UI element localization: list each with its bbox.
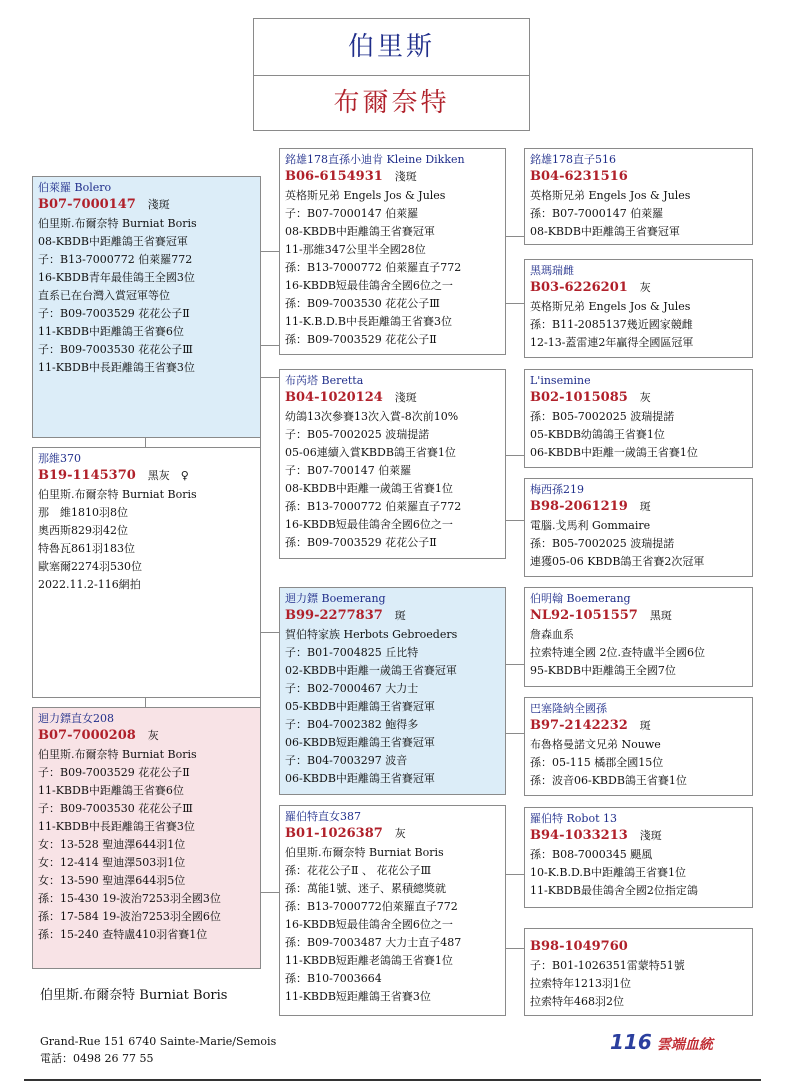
pigeon-details bbox=[530, 298, 752, 352]
detail-line: 英格斯兄弟 Engels Jos & Jules bbox=[530, 189, 691, 202]
detail-line: 布魯格曼諾文兄弟 Nouwe bbox=[530, 738, 661, 751]
ring-number: B19-1145370 黑灰 ♀ bbox=[38, 468, 189, 483]
detail-line: 孫：萬能1號、迷子、累積總獎就 bbox=[285, 882, 446, 895]
detail-line: 子：B02-7000467 大力士 bbox=[285, 682, 419, 695]
detail-line: 05-KBDB中距離鴿王省賽冠軍 bbox=[285, 700, 435, 713]
plumage-color: 淺斑 bbox=[639, 829, 662, 842]
ring-number: B99-2277837 斑 bbox=[285, 608, 406, 623]
breeder-signature: 伯里斯.布爾奈特 Burniat Boris bbox=[40, 988, 228, 1003]
ring-number: B98-1049760 bbox=[530, 939, 628, 954]
ring-number: B94-1033213 淺斑 bbox=[530, 828, 662, 843]
detail-line: 伯里斯.布爾奈特 Burniat Boris bbox=[285, 846, 444, 859]
connector-line bbox=[260, 345, 279, 346]
detail-line: 孫：波音06-KBDB鴿王省賽1位 bbox=[530, 774, 687, 787]
plumage-color: 灰 bbox=[639, 391, 651, 404]
pigeon-name: L'insemine bbox=[530, 374, 591, 387]
pigeon-details bbox=[530, 187, 752, 241]
pigeon-details bbox=[285, 626, 505, 788]
detail-line: 08-KBDB中距離鴿王省賽冠軍 bbox=[285, 225, 435, 238]
detail-line: 拉索特年468羽2位 bbox=[530, 995, 624, 1008]
ring-number: B06-6154931 淺斑 bbox=[285, 169, 417, 184]
connector-line bbox=[260, 377, 279, 378]
ring-number: NL92-1051557 黑斑 bbox=[530, 608, 672, 623]
plumage-color: 斑 bbox=[394, 609, 406, 622]
pigeon-name: 伯萊羅 Bolero bbox=[38, 181, 112, 194]
plumage-color: 黑斑 bbox=[649, 609, 672, 622]
pigeon-details bbox=[530, 736, 752, 790]
detail-line: 孫：B10-7003664 bbox=[285, 972, 382, 985]
ring-number: B04-1020124 淺斑 bbox=[285, 390, 417, 405]
detail-line: 11-KBDB中距離鴿王省賽6位 bbox=[38, 325, 184, 338]
pigeon-name: 巴塞隆納全國孫 bbox=[530, 702, 607, 715]
pigeon-name: 羅伯特 Robot 13 bbox=[530, 812, 617, 825]
pigeon-name: 銘雄178直子516 bbox=[530, 153, 616, 166]
detail-line: 子：B05-7002025 波瑞提諾 bbox=[285, 428, 430, 441]
pigeon-name: 那維370 bbox=[38, 452, 81, 465]
pigeon-details bbox=[285, 187, 505, 349]
pedigree-box-ggp-8 bbox=[524, 928, 753, 1016]
pedigree-box-dam-sire bbox=[279, 587, 506, 795]
detail-line: 孫：B05-7002025 波瑞提諾 bbox=[530, 537, 675, 550]
detail-line: 孫：B13-7000772 伯萊羅直子772 bbox=[285, 261, 462, 274]
ring-number: B02-1015085 灰 bbox=[530, 390, 651, 405]
detail-line: 幼鴿13次參賽13次入賞-8次前10% bbox=[285, 410, 459, 423]
ring-number: B97-2142232 斑 bbox=[530, 718, 651, 733]
pigeon-name: 羅伯特直女387 bbox=[285, 810, 361, 823]
detail-line: 孫：B11-2085137幾近國家競雌 bbox=[530, 318, 693, 331]
connector-line bbox=[145, 437, 146, 447]
detail-line: 11-KBDB最佳鴿舍全國2位指定鴿 bbox=[530, 884, 698, 897]
connector-line bbox=[505, 948, 524, 949]
pigeon-details bbox=[285, 844, 505, 1006]
detail-line: 女：12-414 聖迪澤503羽1位 bbox=[38, 856, 186, 869]
connector-line bbox=[505, 303, 524, 304]
pigeon-name: 梅西孫219 bbox=[530, 483, 584, 496]
detail-line: 06-KBDB中距離鴿王省賽冠軍 bbox=[285, 772, 435, 785]
detail-line: 08-KBDB中距離鴿王省賽冠軍 bbox=[530, 225, 680, 238]
detail-line: 孫：05-115 橘郡全國15位 bbox=[530, 756, 664, 769]
detail-line: 孫：B13-7000772伯萊羅直子772 bbox=[285, 900, 458, 913]
detail-line: 05-06連續入賞KBDB鴿王省賽1位 bbox=[285, 446, 456, 459]
detail-line: 詹森血系 bbox=[530, 628, 574, 641]
pigeon-details bbox=[530, 517, 752, 571]
pigeon-name: 迴力鏢直女208 bbox=[38, 712, 114, 725]
plumage-color: 灰 bbox=[394, 827, 406, 840]
plumage-color: 斑 bbox=[639, 719, 651, 732]
detail-line: 孫：B09-7003530 花花公子Ⅲ bbox=[285, 297, 440, 310]
detail-line: 子：B09-7003529 花花公子Ⅱ bbox=[38, 307, 190, 320]
connector-line bbox=[505, 664, 524, 665]
detail-line: 伯里斯.布爾奈特 Burniat Boris bbox=[38, 748, 197, 761]
detail-line: 孫：B13-7000772 伯萊羅直子772 bbox=[285, 500, 462, 513]
detail-line: 孫：B07-7000147 伯萊羅 bbox=[530, 207, 664, 220]
detail-line: 11-KBDB中長距離鴿王省賽3位 bbox=[38, 361, 195, 374]
breeder-address: Grand-Rue 151 6740 Sainte-Marie/Semois bbox=[40, 1035, 277, 1048]
pedigree-box-ggp-5 bbox=[524, 587, 753, 687]
detail-line: 子：B09-7003530 花花公子Ⅲ bbox=[38, 343, 193, 356]
logo-number: 116 bbox=[610, 1030, 652, 1054]
pedigree-box-sire-dam bbox=[279, 369, 506, 559]
connector-line bbox=[505, 520, 524, 521]
plumage-color: 灰 bbox=[147, 729, 159, 742]
detail-line: 孫：B09-7003529 花花公子Ⅱ bbox=[285, 536, 437, 549]
detail-line: 05-KBDB幼鴿鴿王省賽1位 bbox=[530, 428, 665, 441]
pigeon-details bbox=[285, 408, 505, 552]
plumage-color: 斑 bbox=[639, 500, 651, 513]
detail-line: 子：B09-7003529 花花公子Ⅱ bbox=[38, 766, 190, 779]
detail-line: 子：B01-7004825 丘比特 bbox=[285, 646, 419, 659]
ring-number: B03-6226201 灰 bbox=[530, 280, 651, 295]
detail-line: 16-KBDB青年最佳鴿王全國3位 bbox=[38, 271, 195, 284]
plumage-color: 灰 bbox=[639, 281, 651, 294]
breeder-contact bbox=[40, 1033, 276, 1067]
detail-line: 16-KBDB短最佳鴿舍全國6位之一 bbox=[285, 518, 453, 531]
pedigree-box-ggp-1 bbox=[524, 148, 753, 245]
detail-line: 11-KBDB短距離鴿王省賽3位 bbox=[285, 990, 431, 1003]
detail-line: 95-KBDB中距離鴿王全國7位 bbox=[530, 664, 676, 677]
detail-line: 伯里斯.布爾奈特 Burniat Boris bbox=[38, 488, 197, 501]
detail-line: 11-KBDB短距離老鴿鴿王省賽1位 bbox=[285, 954, 453, 967]
plumage-color: 淺斑 bbox=[147, 198, 170, 211]
pedigree-box-ggp-3 bbox=[524, 369, 753, 468]
pigeon-details bbox=[38, 746, 260, 944]
detail-line: 10-K.B.D.B中距離鴿王省賽1位 bbox=[530, 866, 687, 879]
detail-line: 孫：B08-7000345 颶風 bbox=[530, 848, 653, 861]
pigeon-name: 伯明翰 Boemerang bbox=[530, 592, 631, 605]
detail-line: 16-KBDB短最佳鴿舍全國6位之一 bbox=[285, 279, 453, 292]
detail-line: 孫：15-240 查特盧410羽省賽1位 bbox=[38, 928, 208, 941]
breeder-header bbox=[253, 18, 530, 131]
pedigree-box-offspring bbox=[32, 447, 261, 698]
pedigree-box-dam bbox=[32, 707, 261, 969]
connector-line bbox=[505, 455, 524, 456]
detail-line: 孫：B05-7002025 波瑞提諾 bbox=[530, 410, 675, 423]
pigeon-details bbox=[530, 846, 752, 900]
connector-line bbox=[145, 697, 146, 707]
detail-line: 女：13-590 聖迪澤644羽5位 bbox=[38, 874, 186, 887]
detail-line: 歐塞爾2274羽530位 bbox=[38, 560, 142, 573]
pigeon-details bbox=[530, 957, 752, 1011]
detail-line: 子：B09-7003530 花花公子Ⅲ bbox=[38, 802, 193, 815]
detail-line: 孫：15-430 19-波治7253羽全國3位 bbox=[38, 892, 221, 905]
brand-logo bbox=[610, 1030, 713, 1054]
detail-line: 11-KBDB中長距離鴿王省賽3位 bbox=[38, 820, 195, 833]
pigeon-details bbox=[530, 626, 752, 680]
connector-line bbox=[505, 236, 524, 237]
plumage-color: 淺斑 bbox=[394, 170, 417, 183]
pedigree-box-sire-sire bbox=[279, 148, 506, 355]
ring-number: B98-2061219 斑 bbox=[530, 499, 651, 514]
detail-line: 12-13-蓋雷連2年贏得全國區冠軍 bbox=[530, 336, 694, 349]
plumage-color: 淺斑 bbox=[394, 391, 417, 404]
ring-number: B07-7000208 灰 bbox=[38, 728, 159, 743]
ring-number: B04-6231516 bbox=[530, 169, 628, 184]
detail-line: 英格斯兄弟 Engels Jos & Jules bbox=[530, 300, 691, 313]
breeder-first-name: 伯里斯 bbox=[254, 19, 529, 76]
detail-line: 02-KBDB中距離一歲鴿王省賽冠軍 bbox=[285, 664, 457, 677]
detail-line: 孫：花花公子Ⅱ 、 花花公子Ⅲ bbox=[285, 864, 432, 877]
detail-line: 08-KBDB中距離鴿王省賽冠軍 bbox=[38, 235, 188, 248]
pigeon-name: 布芮塔 Beretta bbox=[285, 374, 364, 387]
pigeon-name: 黑瑪瑞雌 bbox=[530, 264, 574, 277]
logo-text: 雲端血統 bbox=[656, 1037, 713, 1053]
connector-line bbox=[260, 632, 279, 633]
detail-line: 那 維1810羽8位 bbox=[38, 506, 128, 519]
detail-line: 11-K.B.D.B中長距離鴿王省賽3位 bbox=[285, 315, 453, 328]
detail-line: 電腦.戈馬利 Gommaire bbox=[530, 519, 651, 532]
pigeon-details bbox=[38, 486, 260, 594]
plumage-color: 黑灰 ♀ bbox=[147, 469, 189, 482]
pedigree-box-ggp-7 bbox=[524, 807, 753, 908]
detail-line: 特魯瓦861羽183位 bbox=[38, 542, 135, 555]
detail-line: 拉索特年1213羽1位 bbox=[530, 977, 631, 990]
detail-line: 賀伯特家族 Herbots Gebroeders bbox=[285, 628, 458, 641]
detail-line: 2022.11.2-116網拍 bbox=[38, 578, 141, 591]
detail-line: 伯里斯.布爾奈特 Burniat Boris bbox=[38, 217, 197, 230]
detail-line: 孫：17-584 19-波治7253羽全國6位 bbox=[38, 910, 221, 923]
pigeon-details bbox=[530, 408, 752, 462]
detail-line: 孫：B09-7003487 大力士直子487 bbox=[285, 936, 462, 949]
pedigree-box-sire bbox=[32, 176, 261, 438]
detail-line: 子：B13-7000772 伯萊羅772 bbox=[38, 253, 193, 266]
breeder-last-name: 布爾奈特 bbox=[333, 88, 450, 118]
detail-line: 06-KBDB短距離鴿王省賽冠軍 bbox=[285, 736, 435, 749]
pedigree-box-ggp-2 bbox=[524, 259, 753, 358]
detail-line: 08-KBDB中距離一歲鴿王省賽1位 bbox=[285, 482, 453, 495]
detail-line: 英格斯兄弟 Engels Jos & Jules bbox=[285, 189, 446, 202]
detail-line: 子：B01-1026351雷蒙特51號 bbox=[530, 959, 685, 972]
pigeon-name: 銘雄178直孫小迪肯 Kleine Dikken bbox=[285, 153, 465, 166]
detail-line: 拉索特連全國 2位.查特盧半全國6位 bbox=[530, 646, 705, 659]
pigeon-name: 迴力鏢 Boemerang bbox=[285, 592, 386, 605]
ring-number: B01-1026387 灰 bbox=[285, 826, 406, 841]
pedigree-box-ggp-4 bbox=[524, 478, 753, 577]
detail-line: 子：B04-7002382 鮑得多 bbox=[285, 718, 419, 731]
detail-line: 子：B07-700147 伯萊羅 bbox=[285, 464, 412, 477]
connector-line bbox=[505, 874, 524, 875]
detail-line: 直系已在台灣入賞冠軍等位 bbox=[38, 289, 170, 302]
connector-line bbox=[505, 733, 524, 734]
pigeon-details bbox=[38, 215, 260, 377]
ring-number: B07-7000147 淺斑 bbox=[38, 197, 170, 212]
detail-line: 11-KBDB中距離鴿王省賽6位 bbox=[38, 784, 184, 797]
breeder-phone: 電話：0498 26 77 55 bbox=[40, 1052, 154, 1065]
pedigree-box-dam-dam bbox=[279, 805, 506, 1016]
bottom-divider bbox=[24, 1079, 761, 1081]
detail-line: 孫：B09-7003529 花花公子Ⅱ bbox=[285, 333, 437, 346]
detail-line: 子：B07-7000147 伯萊羅 bbox=[285, 207, 419, 220]
connector-line bbox=[260, 892, 279, 893]
pedigree-box-ggp-6 bbox=[524, 697, 753, 796]
detail-line: 奧西斯829羽42位 bbox=[38, 524, 128, 537]
detail-line: 子：B04-7003297 波音 bbox=[285, 754, 408, 767]
connector-line bbox=[260, 251, 279, 252]
detail-line: 連獲05-06 KBDB鴿王省賽2次冠軍 bbox=[530, 555, 705, 568]
detail-line: 06-KBDB中距離一歲鴿王省賽1位 bbox=[530, 446, 698, 459]
detail-line: 11-那維347公里半全國28位 bbox=[285, 243, 426, 256]
detail-line: 16-KBDB短最佳鴿舍全國6位之一 bbox=[285, 918, 453, 931]
detail-line: 女：13-528 聖迪澤644羽1位 bbox=[38, 838, 186, 851]
